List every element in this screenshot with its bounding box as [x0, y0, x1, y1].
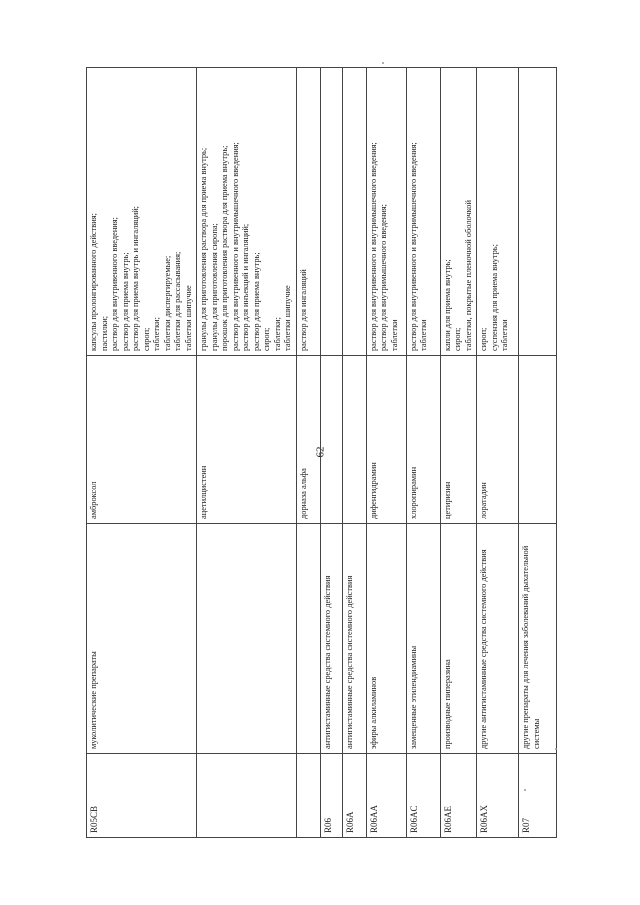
rotated-table-container: [86, 68, 541, 838]
inn-cell: [519, 356, 557, 524]
group-name-cell: производные пиперазина: [440, 524, 477, 754]
dosage-form-item: пастилки;: [99, 315, 109, 351]
atc-code-cell: R06A: [342, 754, 366, 838]
dosage-forms-cell: [477, 68, 519, 356]
dosage-form-item: таблетки: [500, 319, 509, 351]
group-name-cell: другие препараты для лечения заболеваний дыхательной системы: [519, 524, 557, 754]
dosage-form-item: таблетки, покрытые пленочной оболочкой: [463, 200, 473, 351]
dosage-form-item: раствор для приема внутрь;: [120, 252, 130, 351]
drug-table: [86, 67, 557, 838]
dosage-form-item: сироп;: [453, 327, 462, 351]
dosage-form-item: раствор для внутривенного и внутримышечного введения;: [368, 142, 378, 351]
dosage-form-item: таблетки для рассасывания;: [173, 251, 182, 351]
group-name-cell: [296, 524, 320, 754]
dosage-form-item: гранулы для приготовления сиропа;: [209, 223, 219, 351]
table-row: [406, 68, 440, 838]
dosage-form-item: капли для приема внутрь;: [442, 259, 452, 351]
group-name-cell: антигистаминные средства системного действия: [320, 524, 342, 754]
group-name-cell: эфиры алкиламинов: [366, 524, 406, 754]
group-name-cell: замещенные этилендиамины: [406, 524, 440, 754]
atc-code-cell: R06AC: [406, 754, 440, 838]
dosage-form-item: таблетки диспергируемые;: [162, 255, 172, 351]
dosage-forms-cell: [342, 68, 366, 356]
dosage-form-item: таблетки: [389, 319, 399, 351]
table-row: [477, 68, 519, 838]
table-row: [320, 68, 342, 838]
dosage-form-item: раствор для внутривенного и внутримышечного введения;: [230, 142, 240, 351]
dosage-form-item: раствор для внутривенного и внутримышечного введения;: [408, 142, 418, 351]
dosage-form-item: капсулы пролонгированного действия;: [89, 213, 98, 351]
table-row: [197, 68, 297, 838]
dosage-form-item: гранулы для приготовления раствора для приема внутрь;: [199, 147, 208, 351]
dosage-forms-cell: [197, 68, 297, 356]
dosage-form-item: раствор для внутривенного введения;: [110, 217, 119, 351]
inn-cell: хлоропирамин: [406, 356, 440, 524]
dosage-form-item: сироп;: [479, 327, 488, 351]
table-row: [87, 68, 197, 838]
atc-code-cell: R06AA: [366, 754, 406, 838]
group-name-cell: другие антигистаминные средства системного действия: [477, 524, 519, 754]
inn-cell: [342, 356, 366, 524]
table-row: [519, 68, 557, 838]
group-name-cell: антигистаминные средства системного действия: [342, 524, 366, 754]
atc-code-cell: R07: [519, 754, 557, 838]
dosage-forms-cell: [519, 68, 557, 356]
dosage-forms-cell: [320, 68, 342, 356]
table-row: [296, 68, 320, 838]
atc-code-cell: R06AX: [477, 754, 519, 838]
dosage-form-item: таблетки шипучие: [283, 285, 292, 351]
dosage-form-item: сироп;: [262, 327, 271, 351]
dosage-form-item: таблетки;: [272, 317, 282, 351]
scan-speck: [382, 62, 384, 64]
dosage-form-item: порошок для приготовления раствора для приема внутрь;: [220, 145, 229, 351]
dosage-form-item: таблетки;: [152, 317, 161, 351]
atc-code-cell: R06AE: [440, 754, 477, 838]
inn-cell: цетиризин: [440, 356, 477, 524]
dosage-forms-cell: [440, 68, 477, 356]
inn-cell: дифенгидрамин: [366, 356, 406, 524]
scan-speck: [555, 748, 557, 750]
dosage-form-item: раствор для внутримышечного введения;: [379, 204, 388, 351]
dosage-forms-cell: [406, 68, 440, 356]
table-row: [366, 68, 406, 838]
dosage-form-item: таблетки: [419, 319, 428, 351]
atc-code-cell: R05CB: [87, 754, 197, 838]
inn-cell: ацетилцистеин: [197, 356, 297, 524]
group-name-cell: муколитические препараты: [87, 524, 197, 754]
atc-code-cell: [296, 754, 320, 838]
table-row: [342, 68, 366, 838]
table-row: [440, 68, 477, 838]
dosage-forms-cell: [366, 68, 406, 356]
table-body: [87, 68, 557, 838]
scan-speck: [524, 789, 526, 791]
dosage-form-item: раствор для ингаляций: [298, 269, 308, 351]
dosage-form-item: раствор для инъекций и ингаляций;: [241, 223, 250, 351]
page-number: 62: [314, 446, 326, 458]
inn-cell: дорназа альфа: [296, 356, 320, 524]
dosage-form-item: таблетки шипучие: [183, 285, 193, 351]
dosage-form-item: раствор для приема внутрь и ингаляций;: [131, 205, 140, 351]
dosage-form-item: сироп;: [141, 327, 151, 351]
inn-cell: [320, 356, 342, 524]
dosage-forms-cell: [87, 68, 197, 356]
dosage-form-item: суспензия для приема внутрь;: [489, 244, 499, 351]
atc-code-cell: [197, 754, 297, 838]
dosage-forms-cell: [296, 68, 320, 356]
group-name-cell: [197, 524, 297, 754]
inn-cell: лоратадин: [477, 356, 519, 524]
dosage-form-item: раствор для приема внутрь;: [251, 252, 261, 351]
atc-code-cell: R06: [320, 754, 342, 838]
inn-cell: амброксол: [87, 356, 197, 524]
